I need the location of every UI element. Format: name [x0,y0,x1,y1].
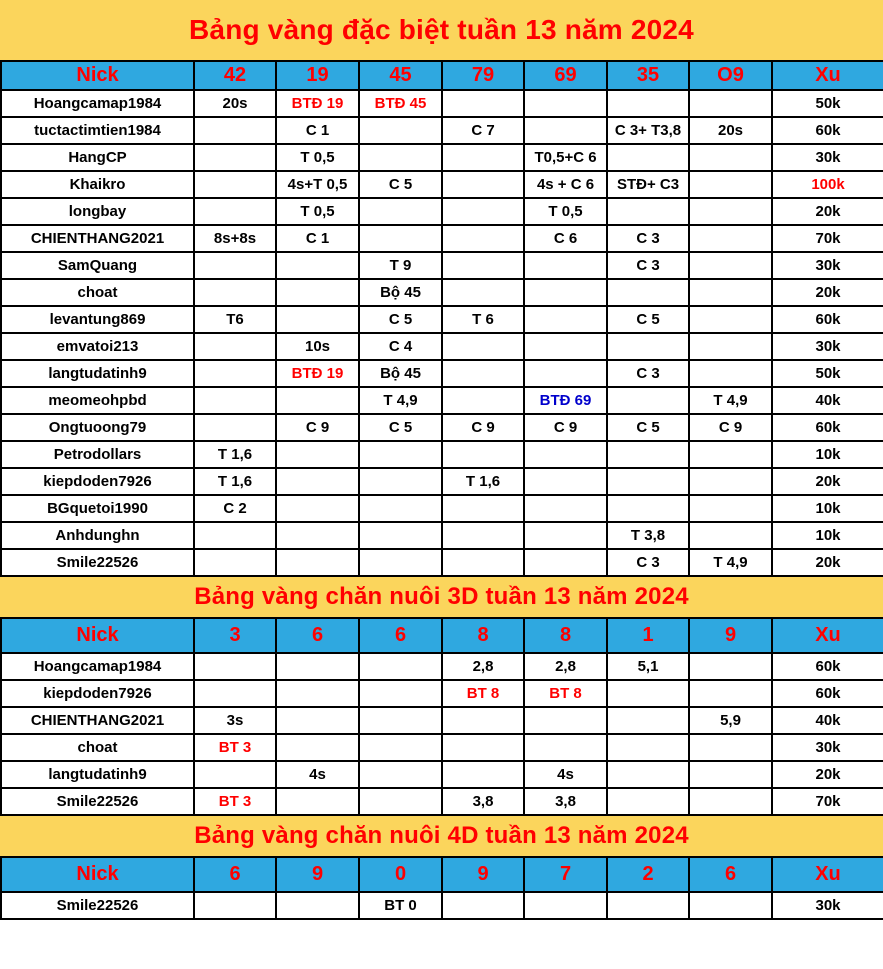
value-cell [359,549,442,576]
nick-cell: SamQuang [1,252,194,279]
value-cell: 5,1 [607,653,689,680]
xu-cell: 70k [772,788,883,815]
value-cell [359,225,442,252]
column-header-number: 6 [689,857,772,892]
value-cell: C 5 [359,171,442,198]
table-row [1,441,883,468]
value-cell [194,144,276,171]
xu-cell: 50k [772,90,883,117]
value-cell [442,90,524,117]
value-cell [194,198,276,225]
value-cell [194,549,276,576]
value-cell [689,171,772,198]
value-cell [524,279,607,306]
value-cell [607,333,689,360]
column-header-number: 6 [359,618,442,653]
column-header-number: 8 [442,618,524,653]
table-row [1,306,883,333]
value-cell: BTĐ 19 [276,360,359,387]
value-cell [276,653,359,680]
nick-cell: Smile22526 [1,892,194,919]
column-header-number: 9 [442,857,524,892]
value-cell [442,495,524,522]
value-cell [442,360,524,387]
nick-cell: CHIENTHANG2021 [1,225,194,252]
xu-cell: 20k [772,468,883,495]
value-cell [442,252,524,279]
value-cell [524,549,607,576]
nick-cell: Petrodollars [1,441,194,468]
value-cell: 3,8 [524,788,607,815]
column-header-nick: Nick [1,61,194,90]
xu-cell: 20k [772,549,883,576]
xu-cell: 60k [772,306,883,333]
value-cell [689,252,772,279]
value-cell: T 0,5 [276,198,359,225]
table-chan-nuoi-3d [0,617,883,816]
nick-cell: BGquetoi1990 [1,495,194,522]
value-cell: C 9 [276,414,359,441]
xu-cell: 10k [772,495,883,522]
value-cell [276,279,359,306]
value-cell [689,225,772,252]
value-cell [607,761,689,788]
value-cell: BT 3 [194,734,276,761]
value-cell [689,788,772,815]
value-cell: 20s [689,117,772,144]
value-cell: T0,5+C 6 [524,144,607,171]
value-cell [359,522,442,549]
column-header-number: 8 [524,618,607,653]
value-cell [359,441,442,468]
value-cell [524,468,607,495]
value-cell [194,522,276,549]
value-cell [359,468,442,495]
nick-cell: HangCP [1,144,194,171]
value-cell: T 1,6 [194,468,276,495]
value-cell [607,680,689,707]
value-cell [607,441,689,468]
value-cell [689,680,772,707]
value-cell [276,549,359,576]
nick-cell: kiepdoden7926 [1,680,194,707]
value-cell [524,892,607,919]
column-header-number: 0 [359,857,442,892]
nick-cell: Hoangcamap1984 [1,653,194,680]
table-row [1,549,883,576]
value-cell: Bộ 45 [359,360,442,387]
value-cell [442,892,524,919]
value-cell: T 9 [359,252,442,279]
value-cell: 2,8 [442,653,524,680]
value-cell [359,680,442,707]
column-header-number: 3 [194,618,276,653]
value-cell [194,171,276,198]
value-cell [194,252,276,279]
value-cell [276,495,359,522]
xu-cell: 30k [772,333,883,360]
value-cell [442,549,524,576]
xu-cell: 40k [772,387,883,414]
value-cell: Bộ 45 [359,279,442,306]
column-header-nick: Nick [1,618,194,653]
value-cell [276,707,359,734]
value-cell: C 9 [442,414,524,441]
table-row [1,90,883,117]
value-cell [194,279,276,306]
value-cell: T 0,5 [524,198,607,225]
column-header-number: 69 [524,61,607,90]
value-cell [607,734,689,761]
value-cell: C 1 [276,117,359,144]
value-cell [194,117,276,144]
table-row [1,144,883,171]
value-cell: T 3,8 [607,522,689,549]
header-row [1,61,883,90]
table-row [1,360,883,387]
value-cell [359,653,442,680]
value-cell [442,144,524,171]
value-cell [359,198,442,225]
column-header-number: 1 [607,618,689,653]
value-cell [524,306,607,333]
value-cell [194,333,276,360]
value-cell: 3,8 [442,788,524,815]
nick-cell: Khaikro [1,171,194,198]
nick-cell: Hoangcamap1984 [1,90,194,117]
value-cell [524,252,607,279]
value-cell [276,306,359,333]
column-header-number: 79 [442,61,524,90]
value-cell: C 7 [442,117,524,144]
value-cell: T 1,6 [194,441,276,468]
column-header-number: 9 [689,618,772,653]
column-header-nick: Nick [1,857,194,892]
value-cell: C 6 [524,225,607,252]
value-cell [524,522,607,549]
column-header-number: O9 [689,61,772,90]
value-cell: T 4,9 [689,549,772,576]
value-cell [689,761,772,788]
nick-cell: levantung869 [1,306,194,333]
value-cell: 10s [276,333,359,360]
value-cell [607,387,689,414]
value-cell [194,761,276,788]
value-cell: C 3 [607,549,689,576]
value-cell: BT 8 [442,680,524,707]
table-row [1,707,883,734]
value-cell [607,892,689,919]
value-cell: T 4,9 [689,387,772,414]
table-row [1,198,883,225]
value-cell: BTĐ 45 [359,90,442,117]
value-cell [689,279,772,306]
value-cell: C 3 [607,225,689,252]
nick-cell: langtudatinh9 [1,761,194,788]
value-cell: T 6 [442,306,524,333]
table-row [1,117,883,144]
table-row [1,279,883,306]
value-cell: C 4 [359,333,442,360]
nick-cell: Anhdunghn [1,522,194,549]
xu-cell: 20k [772,761,883,788]
value-cell: C 5 [359,306,442,333]
value-cell [607,90,689,117]
value-cell: 4s+T 0,5 [276,171,359,198]
xu-cell: 50k [772,360,883,387]
nick-cell: choat [1,279,194,306]
table-row [1,387,883,414]
table-row [1,892,883,919]
table-row [1,788,883,815]
value-cell [607,468,689,495]
table-row [1,333,883,360]
value-cell: 4s [276,761,359,788]
value-cell [276,788,359,815]
xu-cell: 100k [772,171,883,198]
column-header-number: 6 [276,618,359,653]
value-cell [276,734,359,761]
xu-cell: 40k [772,707,883,734]
value-cell: 3s [194,707,276,734]
value-cell: 4s [524,761,607,788]
value-cell [442,441,524,468]
value-cell [194,387,276,414]
xu-cell: 60k [772,414,883,441]
xu-cell: 60k [772,680,883,707]
xu-cell: 30k [772,734,883,761]
value-cell: C 1 [276,225,359,252]
xu-cell: 10k [772,441,883,468]
value-cell [524,495,607,522]
value-cell: C 5 [607,414,689,441]
column-header-xu: Xu [772,857,883,892]
table-row [1,680,883,707]
table-row [1,495,883,522]
value-cell [442,707,524,734]
xu-cell: 60k [772,117,883,144]
header-row [1,618,883,653]
value-cell [194,414,276,441]
value-cell [276,468,359,495]
xu-cell: 30k [772,144,883,171]
value-cell [607,707,689,734]
nick-cell: langtudatinh9 [1,360,194,387]
xu-cell: 20k [772,279,883,306]
value-cell [607,198,689,225]
nick-cell: longbay [1,198,194,225]
table-row [1,225,883,252]
value-cell [689,495,772,522]
table-row [1,468,883,495]
value-cell [689,90,772,117]
table-row [1,252,883,279]
value-cell: C 2 [194,495,276,522]
value-cell [689,522,772,549]
table-chan-nuoi-4d [0,856,883,920]
value-cell: T 4,9 [359,387,442,414]
column-header-number: 45 [359,61,442,90]
value-cell [194,360,276,387]
value-cell: C 9 [524,414,607,441]
value-cell: BTĐ 19 [276,90,359,117]
value-cell [276,892,359,919]
value-cell [442,734,524,761]
nick-cell: Smile22526 [1,549,194,576]
value-cell: 8s+8s [194,225,276,252]
value-cell: BTĐ 69 [524,387,607,414]
value-cell: BT 3 [194,788,276,815]
value-cell: C 3 [607,252,689,279]
value-cell [276,441,359,468]
value-cell [524,441,607,468]
value-cell [442,198,524,225]
value-cell [689,198,772,225]
value-cell [607,495,689,522]
xu-cell: 70k [772,225,883,252]
value-cell [442,761,524,788]
value-cell [442,279,524,306]
nick-cell: choat [1,734,194,761]
xu-cell: 20k [772,198,883,225]
value-cell: T6 [194,306,276,333]
value-cell [689,734,772,761]
value-cell [607,144,689,171]
value-cell [689,360,772,387]
value-cell [276,522,359,549]
header-row [1,857,883,892]
value-cell [276,387,359,414]
value-cell [689,144,772,171]
xu-cell: 30k [772,252,883,279]
value-cell [607,279,689,306]
value-cell [359,707,442,734]
value-cell [524,333,607,360]
value-cell: STĐ+ C3 [607,171,689,198]
value-cell [359,788,442,815]
xu-cell: 10k [772,522,883,549]
value-cell: 4s + C 6 [524,171,607,198]
table-row [1,171,883,198]
table-row [1,761,883,788]
value-cell [359,144,442,171]
value-cell [359,761,442,788]
column-header-number: 42 [194,61,276,90]
value-cell [442,522,524,549]
value-cell [689,333,772,360]
value-cell: 20s [194,90,276,117]
value-cell [359,117,442,144]
value-cell [689,653,772,680]
xu-cell: 30k [772,892,883,919]
value-cell: C 9 [689,414,772,441]
value-cell: C 3 [607,360,689,387]
table-dac-biet [0,60,883,577]
nick-cell: CHIENTHANG2021 [1,707,194,734]
value-cell [194,653,276,680]
value-cell [689,892,772,919]
value-cell [524,117,607,144]
section-title-dac-biet: Bảng vàng đặc biệt tuần 13 năm 2024 [0,0,883,60]
value-cell: 2,8 [524,653,607,680]
column-header-xu: Xu [772,618,883,653]
section-title-chan-nuoi-3d: Bảng vàng chăn nuôi 3D tuần 13 năm 2024 [0,577,883,617]
value-cell: T 1,6 [442,468,524,495]
value-cell: C 5 [607,306,689,333]
value-cell: BT 8 [524,680,607,707]
value-cell [194,892,276,919]
column-header-number: 35 [607,61,689,90]
nick-cell: emvatoi213 [1,333,194,360]
xu-cell: 60k [772,653,883,680]
value-cell [442,225,524,252]
value-cell: T 0,5 [276,144,359,171]
column-header-number: 9 [276,857,359,892]
nick-cell: Smile22526 [1,788,194,815]
column-header-number: 6 [194,857,276,892]
table-row [1,414,883,441]
column-header-number: 7 [524,857,607,892]
nick-cell: tuctactimtien1984 [1,117,194,144]
nick-cell: kiepdoden7926 [1,468,194,495]
column-header-xu: Xu [772,61,883,90]
value-cell [607,788,689,815]
value-cell: C 5 [359,414,442,441]
value-cell [689,306,772,333]
table-row [1,734,883,761]
value-cell: BT 0 [359,892,442,919]
value-cell [194,680,276,707]
value-cell [359,734,442,761]
value-cell [524,360,607,387]
column-header-number: 2 [607,857,689,892]
value-cell [524,90,607,117]
table-row [1,522,883,549]
value-cell [689,468,772,495]
value-cell [524,707,607,734]
table-row [1,653,883,680]
value-cell [276,252,359,279]
value-cell [359,495,442,522]
nick-cell: meomeohpbd [1,387,194,414]
value-cell: 5,9 [689,707,772,734]
value-cell [442,387,524,414]
column-header-number: 19 [276,61,359,90]
value-cell [442,333,524,360]
value-cell [442,171,524,198]
value-cell: C 3+ T3,8 [607,117,689,144]
nick-cell: Ongtuoong79 [1,414,194,441]
value-cell [689,441,772,468]
value-cell [524,734,607,761]
value-cell [276,680,359,707]
section-title-chan-nuoi-4d: Bảng vàng chăn nuôi 4D tuần 13 năm 2024 [0,816,883,856]
